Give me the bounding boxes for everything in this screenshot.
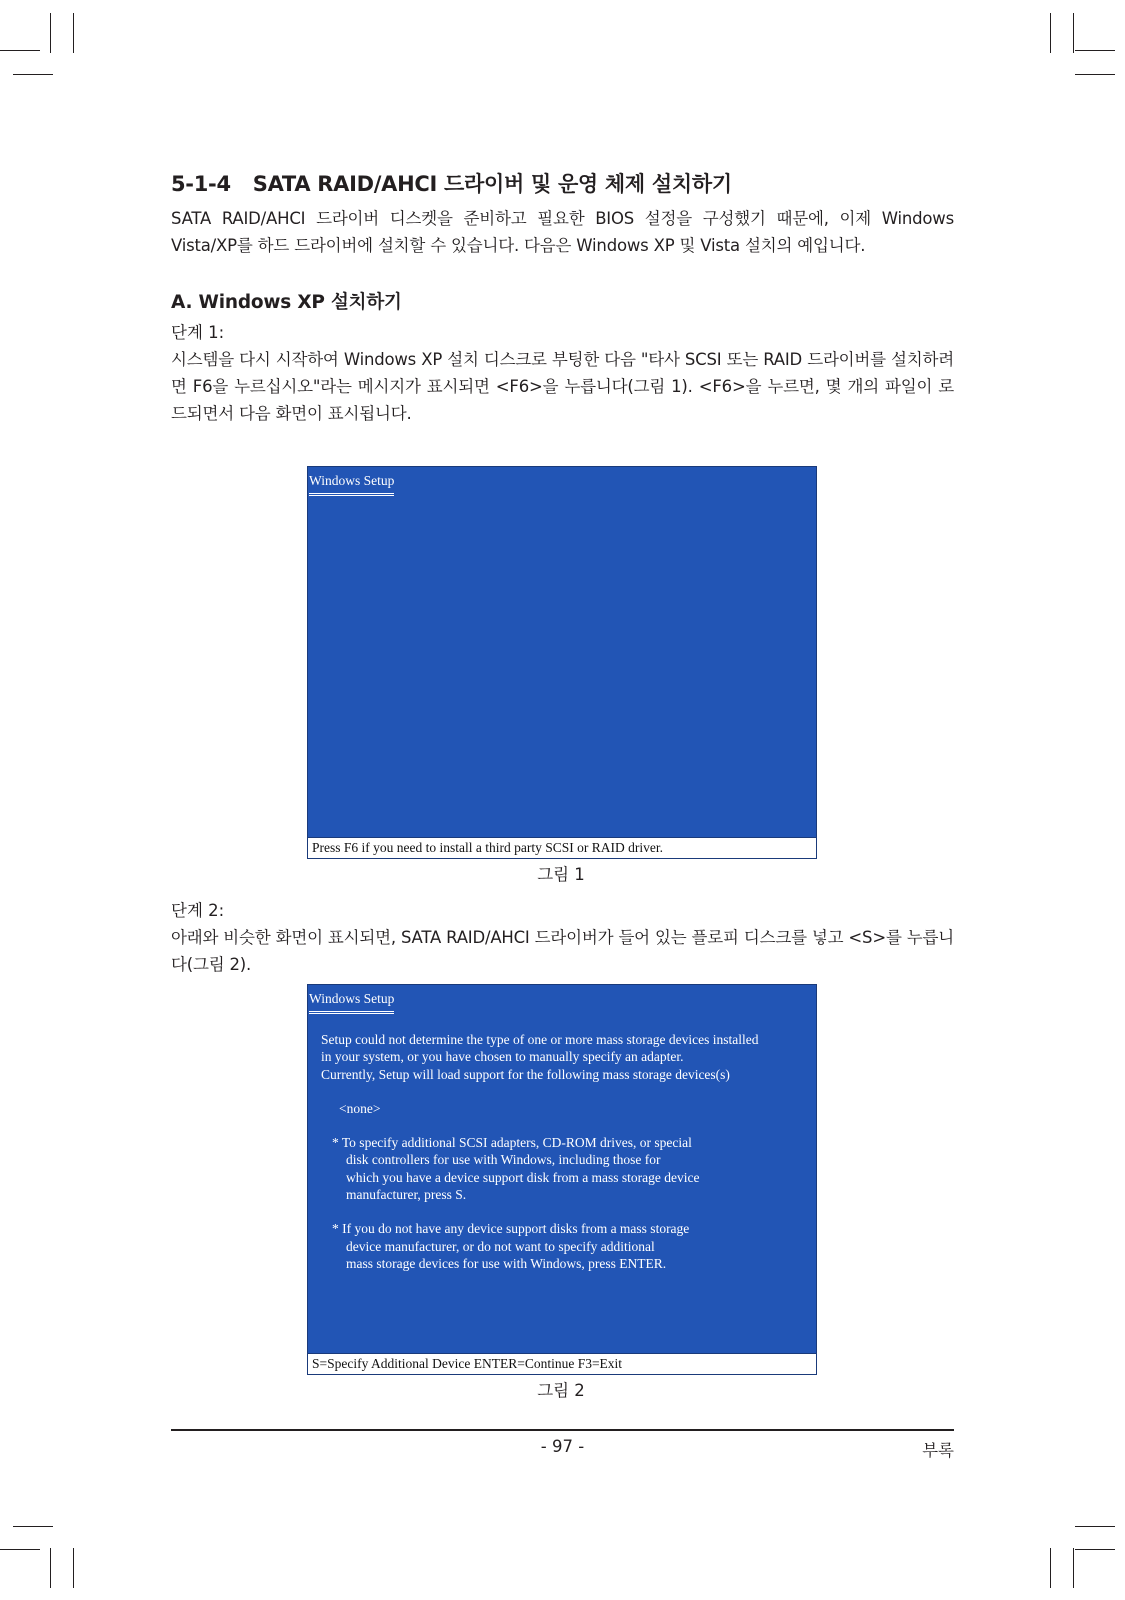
step2-text: 아래와 비슷한 화면이 표시되면, SATA RAID/AHCI 드라이버가 들어 있는 플로피 디스크를 넣고 <S>를 누릅니다(그림 2). xyxy=(171,928,954,974)
section-title: SATA RAID/AHCI 드라이버 및 운영 체제 설치하기 xyxy=(252,172,732,196)
message-line: Currently, Setup will load support for the following mass storage devices(s) xyxy=(321,1066,730,1082)
step1-label: 단계 1: xyxy=(171,323,225,342)
figure-caption: 그림 2 xyxy=(537,1381,585,1400)
message-line: manufacturer, press S. xyxy=(346,1187,467,1203)
figure-caption: 그림 1 xyxy=(537,865,585,884)
message-line: device manufacturer, or do not want to specify additional xyxy=(346,1238,655,1254)
windows-setup-screen-2 xyxy=(307,984,817,1375)
message-bullet: * If you do not have any device support disks from a mass storage xyxy=(332,1221,690,1237)
subsection-title: A. Windows XP 설치하기 xyxy=(171,292,402,313)
message-bullet: * To specify additional SCSI adapters, CD-ROM drives, or special xyxy=(332,1135,692,1151)
crop-mark xyxy=(1050,1548,1051,1588)
crop-mark xyxy=(73,13,74,53)
section-heading xyxy=(171,168,951,198)
setup-message xyxy=(321,1031,811,1272)
intro-paragraph: SATA RAID/AHCI 드라이버 디스켓을 준비하고 필요한 BIOS 설정을 구성했기 때문에, 이제 Windows Vista/XP를 하드 드라이버에 설치할 수 있습니다. 다음은 Windows XP 및 Vista 설치의 예입니다. xyxy=(171,209,954,255)
crop-mark xyxy=(1075,1526,1115,1527)
crop-mark xyxy=(73,1548,74,1588)
message-line: mass storage devices for use with Windows, press ENTER. xyxy=(346,1255,667,1271)
crop-mark xyxy=(1073,13,1074,53)
page-number: - 97 - xyxy=(540,1437,585,1456)
message-line: Setup could not determine the type of one or more mass storage devices installed xyxy=(321,1032,759,1047)
section-number: 5-1-4 xyxy=(171,172,231,196)
step2-label: 단계 2: xyxy=(171,901,225,920)
setup-title: Windows Setup xyxy=(309,991,394,1014)
footer-section-name: 부록 xyxy=(922,1441,954,1460)
setup-title: Windows Setup xyxy=(309,473,394,496)
crop-mark xyxy=(0,50,40,51)
message-line: which you have a device support disk from a mass storage device xyxy=(346,1169,700,1185)
crop-mark xyxy=(0,1549,40,1550)
message-line: disk controllers for use with Windows, including those for xyxy=(346,1152,661,1168)
setup-status-bar: Press F6 if you need to install a third party SCSI or RAID driver. xyxy=(308,837,816,858)
footer-rule xyxy=(171,1429,954,1431)
crop-mark xyxy=(1075,74,1115,75)
message-line: in your system, or you have chosen to manually specify an adapter. xyxy=(321,1049,684,1065)
crop-mark xyxy=(50,13,51,53)
crop-mark xyxy=(1073,1548,1074,1588)
crop-mark xyxy=(13,1526,53,1527)
crop-mark xyxy=(13,74,53,75)
setup-status-bar: S=Specify Additional Device ENTER=Continue F3=Exit xyxy=(308,1353,816,1374)
crop-mark xyxy=(50,1548,51,1588)
windows-setup-screen-1 xyxy=(307,466,817,859)
crop-mark xyxy=(1050,13,1051,53)
device-list-none: <none> xyxy=(339,1100,381,1116)
crop-mark xyxy=(1075,50,1115,51)
crop-mark xyxy=(1075,1549,1115,1550)
step1-text: 시스템을 다시 시작하여 Windows XP 설치 디스크로 부팅한 다음 "타사 SCSI 또는 RAID 드라이버를 설치하려면 F6을 누르십시오"라는 메시지가 표시되면 <F6>을 누릅니다(그림 1). <F6>을 누르면, 몇 개의 파일이 로드되면서 다음 화면이 표시됩니다. xyxy=(171,350,954,423)
